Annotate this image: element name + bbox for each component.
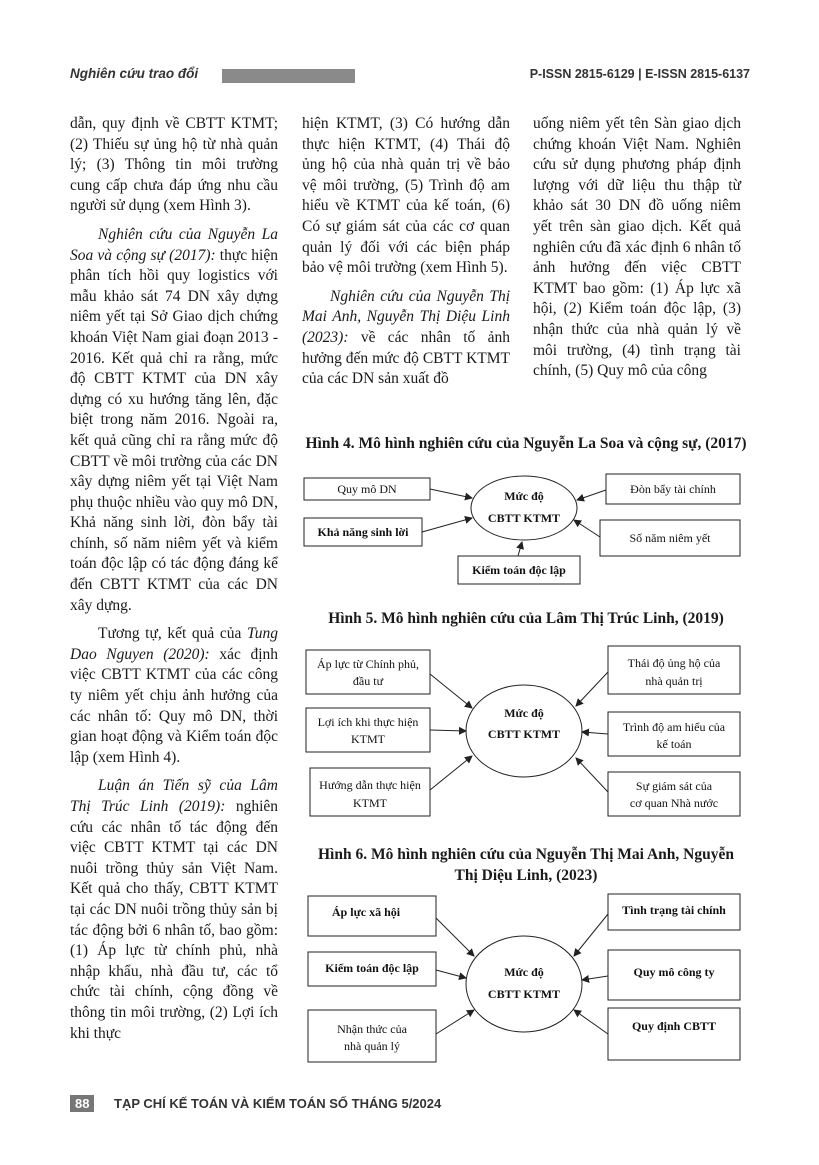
label-kha-nang-sinh-loi: Khả năng sinh lời [317,525,409,539]
arrow [582,732,608,734]
journal-name: TẠP CHÍ KẾ TOÁN VÀ KIỂM TOÁN SỐ THÁNG 5/2024 [114,1096,442,1111]
label-quy-mo-dn: Quy mô DN [337,482,397,496]
label-loi-ich-1: Lợi ích khi thực hiện [317,715,419,729]
arrow [574,1010,608,1034]
paragraph-text: nghiên cứu các nhân tố tác động đến việc CBTT KTMT tại các DN nuôi trồng thủy sản Việt Nam. Kết quả cho thấy, CBTT KTMT tại các DN nuôi trồng thủy sản bị tác động bởi 6 nhân tố, bao gồm: (1) Áp lực từ chính phủ, nhà nhập khẩu, nhà đầu tư, các tổ chức tài chính, cộng đồng về thông tin môi trường, (2) Lợi ích khi thực [70,798,279,1042]
arrow [574,520,600,537]
figure-5-title: Hình 5. Mô hình nghiên cứu của Lâm Thị Trúc Linh, (2019) [328,610,724,627]
arrow [430,730,466,731]
arrow [430,756,472,790]
center-label-2: CBTT KTMT [487,987,561,1001]
center-ellipse [466,936,582,1032]
citation: Nghiên cứu của Nguyễn La Soa và cộng sự (2017): [70,225,278,264]
arrow [436,1010,474,1034]
label-quy-mo-cong-ty: Quy mô công ty [633,965,715,979]
label-nhan-thuc-2: nhà quản lý [344,1039,400,1053]
arrow [436,970,466,978]
center-label-2: CBTT KTMT [487,727,561,741]
arrow [436,918,474,956]
paragraph: dẫn, quy định về CBTT KTMT; (2) Thiếu sự ủng hộ từ nhà quản lý; (3) Thông tin môi trường cung cấp chưa đáp ứng nhu cầu người sử dụng (xem Hình 3). [70,115,278,215]
arrow [430,489,472,498]
citation: Tung Dao Nguyen (2020): [70,625,278,663]
paragraph-text: xác định việc CBTT KTMT của các công ty niêm yết chịu ảnh hưởng của các nhân tố: Quy mô DN, thời gian hoạt động và Kiểm toán độc lập (xem Hình 4). [70,645,278,766]
label-quy-dinh-cbtt: Quy định CBTT [631,1019,717,1033]
figure-6-title-line-2: Thị Diệu Linh, (2023) [454,867,598,884]
center-label-1: Mức độ [504,706,544,720]
paragraph-text: về các nhân tố ảnh hưởng đến mức độ CBTT KTMT của các DN sản xuất đồ [302,328,510,388]
center-label-1: Mức độ [504,489,544,503]
label-ap-luc-xa-hoi: Áp lực xã hội [331,905,401,919]
arrow [430,674,472,708]
label-giam-sat-2: cơ quan Nhà nước [629,796,719,810]
box-quy-dinh-cbtt [608,1008,740,1060]
label-thai-do-2: nhà quản trị [645,674,703,688]
figure-5-diagram [296,640,756,820]
label-don-bay-tai-chinh: Đòn bẩy tài chính [630,482,716,496]
label-ap-luc-1: Áp lực từ Chính phủ, [316,657,420,671]
arrow [582,976,608,980]
label-giam-sat-1: Sự giám sát của [635,779,713,793]
paragraph [302,287,510,390]
label-nhan-thuc-1: Nhận thức của [337,1022,407,1036]
section-title: Nghiên cứu trao đổi [70,66,199,81]
paragraph [70,624,278,768]
page-header [70,66,750,88]
arrow [577,490,606,500]
paragraph-text: thực hiện phân tích hồi quy logistics với mẫu khảo sát 74 DN xây dựng niêm yết tại Sở Giao dịch chứng khoán Việt Nam giai đoạn 2013 - 2016. Kết quả chỉ ra rằng, mức độ CBTT KTMT của DN xây dựng có xu hướng tăng lên, đặc biệt trong năm 2016. Ngoài ra, kết quả cũng chỉ ra rằng mức độ CBTT về môi trường của các DN xây dựng niêm yết tại Việt Nam phụ thuộc nhiều vào quy mô DN, Khả năng sinh lời, đòn bẩy tài chính, số năm niêm yết và kiểm toán độc lập có tác động đáng kể đến CBTT KTMT của các DN xây dựng. [70,246,278,614]
issn-label: P-ISSN 2815-6129 | E-ISSN 2815-6137 [529,67,750,81]
column-3 [533,114,741,382]
center-ellipse [471,476,577,540]
label-tinh-trang-tai-chinh: Tình trạng tài chính [622,903,726,917]
arrow [576,758,608,792]
center-label-1: Mức độ [504,965,544,979]
label-ap-luc-2: đầu tư [352,674,384,688]
center-label-2: CBTT KTMT [487,511,561,525]
arrow [574,914,608,956]
box-nhan-thuc [308,1010,436,1062]
paragraph-text: Tương tự, kết quả của [98,625,247,643]
figure-4-title: Hình 4. Mô hình nghiên cứu của Nguyễn La Soa và cộng sự, (2017) [305,435,747,452]
label-huong-dan-1: Hướng dẫn thực hiện [319,778,421,792]
label-kiem-toan-doc-lap: Kiểm toán độc lập [325,961,419,975]
arrow [422,518,472,532]
figure-6-title [296,844,756,886]
label-huong-dan-2: KTMT [353,796,387,810]
column-1 [70,114,278,1044]
citation: Luận án Tiến sỹ của Lâm Thị Trúc Linh (2019): [70,777,278,815]
arrow [518,542,522,556]
figure-4-diagram [296,462,756,592]
label-so-nam-niem-yet: Số năm niêm yết [629,531,711,545]
paragraph: hiện KTMT, (3) Có hướng dẫn thực hiện KTMT, (4) Thái độ ủng hộ của nhà quản trị về bảo vệ môi trường, (5) Trình độ am hiểu về KTMT của kế toán, (6) Có sự giám sát của các cơ quan quản lý đối với các biện pháp bảo vệ môi trường (xem Hình 5). [302,115,510,277]
citation: Nghiên cứu của Nguyễn Thị Mai Anh, Nguyễn Thị Diệu Linh (2023): [302,287,510,346]
column-2 [302,114,510,390]
paragraph: uống niêm yết tên Sàn giao dịch chứng khoán Việt Nam. Nghiên cứu sử dụng phương pháp định lượng với dữ liệu thu thập từ khảo sát 30 DN đồ uống niêm yết trên sàn giao dịch. Kết quả nghiên cứu đã xác định 6 nhân tố ảnh hưởng đến việc CBTT KTMT bao gồm: (1) Áp lực xã hội, (2) Kiểm toán độc lập, (3) nhận thức của nhà quản lý về môi trường, (4) tình trạng tài chính, (5) Quy mô của công [533,115,741,380]
header-bar [222,69,355,83]
arrow [576,672,608,706]
figure-6-diagram [296,892,756,1072]
figure-6-title-line-1: Hình 6. Mô hình nghiên cứu của Nguyễn Thị Mai Anh, Nguyễn [317,846,734,863]
label-thai-do-1: Thái độ ủng hộ của [627,656,721,670]
label-trinh-do-2: kế toán [656,737,692,751]
paragraph [70,225,278,616]
page-footer [70,1093,750,1117]
paragraph [70,776,278,1044]
label-loi-ich-2: KTMT [351,732,385,746]
page-number: 88 [70,1095,94,1112]
label-kiem-toan-doc-lap: Kiểm toán độc lập [472,563,566,577]
label-trinh-do-1: Trình độ am hiểu của [622,720,726,734]
